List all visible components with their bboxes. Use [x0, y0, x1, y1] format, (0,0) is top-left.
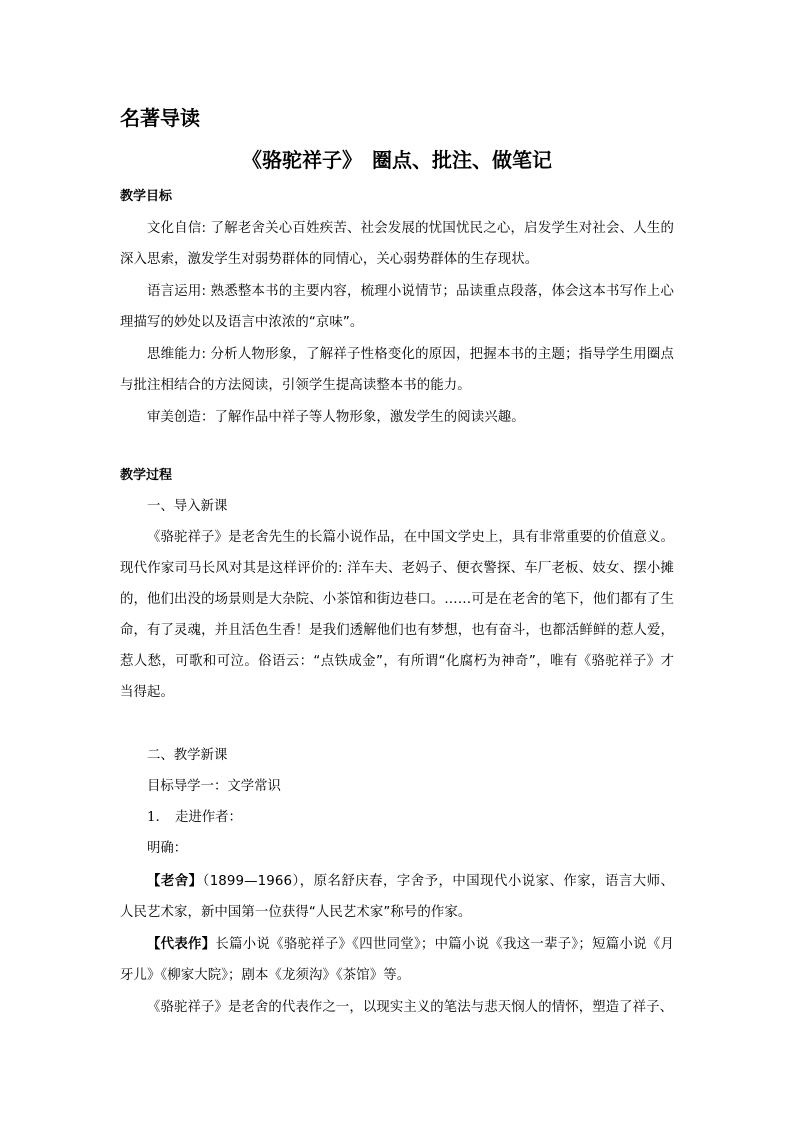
document-heading: 名著导读 — [120, 106, 200, 130]
item1-number: 1. — [147, 810, 160, 825]
part2-title: 二、教学新课 — [147, 748, 228, 763]
objective-thinking-ability: 思维能力: 分析人物形象，了解祥子性格变化的原因，把握本书的主题；指导学生用圈点与批注相结合的方法阅读，引领学生提高读整本书的能力。 — [120, 347, 674, 393]
last-paragraph: 《骆驼祥子》是老舍的代表作之一，以现实主义的笔法与悲天悯人的情怀，塑造了祥子、 — [147, 1000, 674, 1015]
document-title: 《骆驼祥子》 圈点、批注、做笔记 — [242, 148, 552, 172]
item1 — [147, 806, 242, 830]
goal1-title: 目标导学一：文学常识 — [147, 779, 281, 794]
item1-text: 走进作者： — [175, 810, 242, 825]
works-text: 长篇小说《骆驼祥子》《四世同堂》；中篇小说《我这一辈子》；短篇小说《月牙儿》《柳家大院》；剧本《龙须沟》《茶馆》等。 — [120, 937, 675, 983]
part1-title: 一、导入新课 — [147, 499, 228, 514]
part1-text: 《骆驼祥子》是老舍先生的长篇小说作品，在中国文学史上，具有非常重要的价值意义。现代作家司马长风对其是这样评价的: 洋车夫、老妈子、便衣警探、车厂老板、妓女、摆小摊的，他们出没的场景则是大杂院、小茶馆和街边巷口。……可是在老舍的笔下，他们都有了生命，有了灵魂，并且活色生香！是我们透解他们也有梦想，也有奋斗，也都活鲜鲜的惹人爱，惹人愁，可歌和可泣。俗语云：“点铁成金”，有所谓“化腐朽为神奇”，唯有《骆驼祥子》才当得起。 — [120, 530, 674, 700]
works-paragraph — [120, 929, 674, 991]
objectives-label: 教学目标 — [120, 189, 173, 204]
objective-cultural-confidence: 文化自信: 了解老舍关心百姓疾苦、社会发展的忧国忧民之心，启发学生对社会、人生的深入思索，激发学生对弱势群体的同情心，关心弱势群体的生存现状。 — [120, 221, 674, 267]
author-tag: 【老舍】 — [147, 874, 203, 889]
answer-label: 明确： — [147, 841, 188, 856]
works-tag: 【代表作】 — [147, 937, 216, 952]
objective-language-use: 语言运用: 熟悉整本书的主要内容，梳理小说情节；品读重点段落，体会这本书写作上心理描写的妙处以及语言中浓浓的“京味”。 — [120, 284, 674, 330]
process-label: 教学过程 — [120, 468, 173, 483]
author-text: （1899—1966），原名舒庆春，字舍予，中国现代小说家、作家，语言大师、人民艺术家，新中国第一位获得“人民艺术家”称号的作家。 — [120, 874, 674, 920]
author-paragraph — [120, 866, 674, 928]
objective-aesthetic-creation: 审美创造：了解作品中祥子等人物形象，激发学生的阅读兴趣。 — [147, 410, 525, 425]
